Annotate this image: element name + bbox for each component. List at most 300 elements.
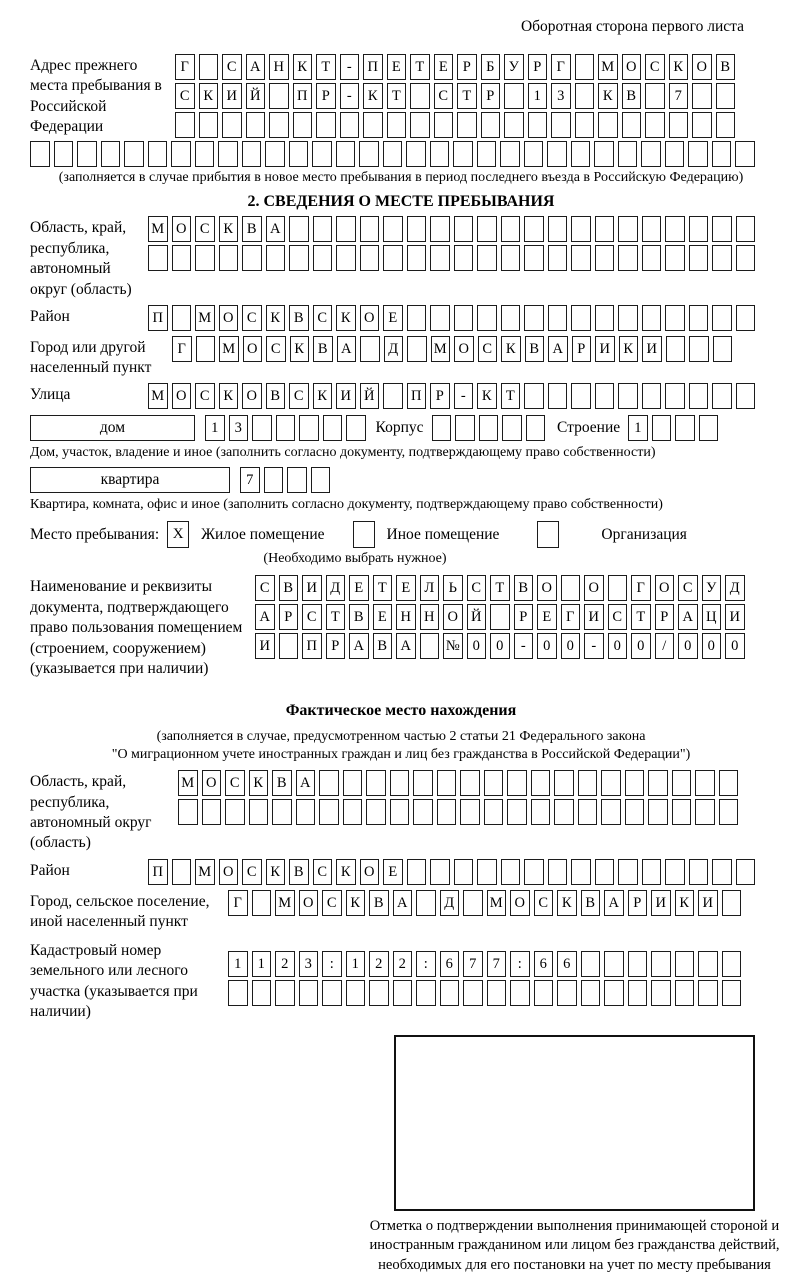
- char-box[interactable]: [299, 980, 319, 1006]
- char-box[interactable]: [598, 112, 618, 138]
- char-box[interactable]: 7: [240, 467, 260, 493]
- char-box[interactable]: С: [225, 770, 245, 796]
- char-box[interactable]: И: [698, 890, 718, 916]
- char-box[interactable]: Р: [430, 383, 450, 409]
- char-box[interactable]: [736, 859, 756, 885]
- char-box[interactable]: 0: [537, 633, 557, 659]
- char-box[interactable]: К: [219, 216, 239, 242]
- char-box[interactable]: [618, 216, 638, 242]
- char-box[interactable]: [252, 980, 272, 1006]
- char-box[interactable]: [360, 245, 380, 271]
- char-box[interactable]: Р: [316, 83, 336, 109]
- char-box[interactable]: О: [584, 575, 604, 601]
- char-box[interactable]: В: [525, 336, 545, 362]
- char-box[interactable]: Р: [572, 336, 592, 362]
- char-box[interactable]: [477, 141, 497, 167]
- char-box[interactable]: С: [175, 83, 195, 109]
- char-box[interactable]: [430, 216, 450, 242]
- char-box[interactable]: [275, 980, 295, 1006]
- char-box[interactable]: [712, 305, 732, 331]
- char-box[interactable]: Е: [537, 604, 557, 630]
- char-box[interactable]: [618, 245, 638, 271]
- char-box[interactable]: С: [289, 383, 309, 409]
- char-box[interactable]: [383, 383, 403, 409]
- char-box[interactable]: [432, 415, 452, 441]
- char-box[interactable]: [501, 305, 521, 331]
- char-box[interactable]: С: [242, 859, 262, 885]
- char-box[interactable]: [571, 141, 591, 167]
- char-box[interactable]: А: [255, 604, 275, 630]
- char-box[interactable]: :: [510, 951, 530, 977]
- char-box[interactable]: В: [716, 54, 736, 80]
- char-box[interactable]: В: [369, 890, 389, 916]
- char-box[interactable]: О: [360, 305, 380, 331]
- char-box[interactable]: Т: [457, 83, 477, 109]
- char-box[interactable]: [249, 799, 269, 825]
- char-box[interactable]: 0: [678, 633, 698, 659]
- char-box[interactable]: И: [336, 383, 356, 409]
- char-box[interactable]: [675, 951, 695, 977]
- char-box[interactable]: Е: [383, 859, 403, 885]
- char-box[interactable]: О: [299, 890, 319, 916]
- char-box[interactable]: [407, 336, 427, 362]
- char-box[interactable]: К: [293, 54, 313, 80]
- char-box[interactable]: 0: [561, 633, 581, 659]
- char-box[interactable]: Р: [457, 54, 477, 80]
- char-box[interactable]: [581, 951, 601, 977]
- char-box[interactable]: К: [501, 336, 521, 362]
- char-box[interactable]: [264, 467, 284, 493]
- char-box[interactable]: С: [266, 336, 286, 362]
- char-box[interactable]: [736, 245, 756, 271]
- char-box[interactable]: 6: [440, 951, 460, 977]
- char-box[interactable]: А: [396, 633, 416, 659]
- char-box[interactable]: [242, 245, 262, 271]
- char-box[interactable]: [279, 633, 299, 659]
- char-box[interactable]: [383, 216, 403, 242]
- char-box[interactable]: [387, 112, 407, 138]
- char-box[interactable]: [557, 980, 577, 1006]
- char-box[interactable]: Т: [326, 604, 346, 630]
- char-box[interactable]: [712, 383, 732, 409]
- char-box[interactable]: [407, 245, 427, 271]
- char-box[interactable]: [490, 604, 510, 630]
- char-box[interactable]: 1: [252, 951, 272, 977]
- char-box[interactable]: [547, 141, 567, 167]
- char-box[interactable]: [642, 383, 662, 409]
- char-box[interactable]: [437, 799, 457, 825]
- char-box[interactable]: [242, 141, 262, 167]
- char-box[interactable]: [481, 112, 501, 138]
- char-box[interactable]: М: [487, 890, 507, 916]
- char-box[interactable]: К: [249, 770, 269, 796]
- char-box[interactable]: [561, 575, 581, 601]
- char-box[interactable]: [504, 112, 524, 138]
- char-box[interactable]: [689, 336, 709, 362]
- char-box[interactable]: В: [279, 575, 299, 601]
- char-box[interactable]: М: [195, 859, 215, 885]
- char-box[interactable]: Й: [246, 83, 266, 109]
- char-box[interactable]: [618, 383, 638, 409]
- char-box[interactable]: А: [266, 216, 286, 242]
- char-box[interactable]: [369, 980, 389, 1006]
- char-box[interactable]: [689, 216, 709, 242]
- char-box[interactable]: [289, 245, 309, 271]
- char-box[interactable]: [366, 799, 386, 825]
- char-box[interactable]: С: [222, 54, 242, 80]
- char-box[interactable]: Г: [175, 54, 195, 80]
- char-box[interactable]: [101, 141, 121, 167]
- char-box[interactable]: [463, 890, 483, 916]
- char-box[interactable]: [688, 141, 708, 167]
- char-box[interactable]: В: [514, 575, 534, 601]
- char-box[interactable]: Т: [387, 83, 407, 109]
- char-box[interactable]: [548, 383, 568, 409]
- char-box[interactable]: [430, 859, 450, 885]
- char-box[interactable]: [172, 305, 192, 331]
- char-box[interactable]: [218, 141, 238, 167]
- char-box[interactable]: [528, 112, 548, 138]
- char-box[interactable]: [289, 216, 309, 242]
- char-box[interactable]: [366, 770, 386, 796]
- char-box[interactable]: Г: [551, 54, 571, 80]
- char-box[interactable]: 1: [205, 415, 225, 441]
- char-box[interactable]: [642, 305, 662, 331]
- char-box[interactable]: Т: [373, 575, 393, 601]
- char-box[interactable]: 2: [275, 951, 295, 977]
- char-box[interactable]: [313, 245, 333, 271]
- char-box[interactable]: Е: [373, 604, 393, 630]
- char-box[interactable]: 3: [299, 951, 319, 977]
- char-box[interactable]: [719, 799, 739, 825]
- char-box[interactable]: К: [336, 859, 356, 885]
- char-box[interactable]: А: [678, 604, 698, 630]
- char-box[interactable]: /: [655, 633, 675, 659]
- char-box[interactable]: П: [148, 305, 168, 331]
- char-box[interactable]: [648, 799, 668, 825]
- char-box[interactable]: [510, 980, 530, 1006]
- char-box[interactable]: [578, 799, 598, 825]
- char-box[interactable]: [665, 245, 685, 271]
- char-box[interactable]: [413, 799, 433, 825]
- char-box[interactable]: П: [363, 54, 383, 80]
- char-box[interactable]: -: [514, 633, 534, 659]
- char-box[interactable]: [645, 112, 665, 138]
- char-box[interactable]: [265, 141, 285, 167]
- char-box[interactable]: [618, 859, 638, 885]
- char-box[interactable]: П: [407, 383, 427, 409]
- char-box[interactable]: [575, 54, 595, 80]
- char-box[interactable]: О: [443, 604, 463, 630]
- char-box[interactable]: [460, 799, 480, 825]
- char-box[interactable]: [698, 951, 718, 977]
- char-box[interactable]: [500, 141, 520, 167]
- char-box[interactable]: П: [148, 859, 168, 885]
- char-box[interactable]: Д: [326, 575, 346, 601]
- char-box[interactable]: :: [322, 951, 342, 977]
- char-box[interactable]: [713, 336, 733, 362]
- char-box[interactable]: [416, 980, 436, 1006]
- char-box[interactable]: [736, 383, 756, 409]
- char-box[interactable]: [430, 141, 450, 167]
- char-box[interactable]: А: [548, 336, 568, 362]
- char-box[interactable]: [420, 633, 440, 659]
- char-box[interactable]: К: [598, 83, 618, 109]
- char-box[interactable]: [736, 216, 756, 242]
- char-box[interactable]: [665, 859, 685, 885]
- char-box[interactable]: Г: [631, 575, 651, 601]
- char-box[interactable]: [383, 141, 403, 167]
- char-box[interactable]: [692, 83, 712, 109]
- char-box[interactable]: [437, 770, 457, 796]
- char-box[interactable]: Н: [269, 54, 289, 80]
- char-box[interactable]: Ц: [702, 604, 722, 630]
- char-box[interactable]: [665, 383, 685, 409]
- char-box[interactable]: [336, 141, 356, 167]
- char-box[interactable]: [484, 799, 504, 825]
- char-box[interactable]: [531, 799, 551, 825]
- char-box[interactable]: [571, 245, 591, 271]
- char-box[interactable]: [407, 305, 427, 331]
- char-box[interactable]: [477, 216, 497, 242]
- char-box[interactable]: С: [242, 305, 262, 331]
- char-box[interactable]: К: [290, 336, 310, 362]
- char-box[interactable]: [531, 770, 551, 796]
- char-box[interactable]: [178, 799, 198, 825]
- char-box[interactable]: О: [172, 383, 192, 409]
- char-box[interactable]: [672, 799, 692, 825]
- char-box[interactable]: [622, 112, 642, 138]
- char-box[interactable]: 1: [346, 951, 366, 977]
- char-box[interactable]: [222, 112, 242, 138]
- char-box[interactable]: [502, 415, 522, 441]
- char-box[interactable]: С: [302, 604, 322, 630]
- char-box[interactable]: О: [454, 336, 474, 362]
- char-box[interactable]: [219, 245, 239, 271]
- char-box[interactable]: 0: [467, 633, 487, 659]
- char-box[interactable]: [383, 245, 403, 271]
- char-box[interactable]: 0: [725, 633, 745, 659]
- char-box[interactable]: К: [313, 383, 333, 409]
- char-box[interactable]: Г: [561, 604, 581, 630]
- char-box[interactable]: [581, 980, 601, 1006]
- char-box[interactable]: 0: [702, 633, 722, 659]
- char-box[interactable]: [501, 245, 521, 271]
- char-box[interactable]: [595, 859, 615, 885]
- char-box[interactable]: [507, 770, 527, 796]
- char-box[interactable]: С: [534, 890, 554, 916]
- char-box[interactable]: Ь: [443, 575, 463, 601]
- char-box[interactable]: [571, 383, 591, 409]
- char-box[interactable]: Р: [628, 890, 648, 916]
- char-box[interactable]: С: [434, 83, 454, 109]
- char-box[interactable]: [276, 415, 296, 441]
- char-box[interactable]: В: [242, 216, 262, 242]
- char-box[interactable]: И: [222, 83, 242, 109]
- char-box[interactable]: В: [266, 383, 286, 409]
- char-box[interactable]: [430, 245, 450, 271]
- char-box[interactable]: И: [595, 336, 615, 362]
- char-box[interactable]: [225, 799, 245, 825]
- char-box[interactable]: У: [702, 575, 722, 601]
- char-box[interactable]: С: [195, 383, 215, 409]
- char-box[interactable]: [712, 141, 732, 167]
- char-box[interactable]: В: [289, 859, 309, 885]
- char-box[interactable]: [416, 890, 436, 916]
- char-box[interactable]: [54, 141, 74, 167]
- char-box[interactable]: -: [584, 633, 604, 659]
- char-box[interactable]: В: [622, 83, 642, 109]
- char-box[interactable]: [484, 770, 504, 796]
- char-box[interactable]: [716, 112, 736, 138]
- char-box[interactable]: Р: [326, 633, 346, 659]
- char-box[interactable]: [454, 859, 474, 885]
- char-box[interactable]: 0: [631, 633, 651, 659]
- char-box[interactable]: [407, 859, 427, 885]
- char-box[interactable]: С: [322, 890, 342, 916]
- char-box[interactable]: П: [293, 83, 313, 109]
- char-box[interactable]: М: [275, 890, 295, 916]
- char-box[interactable]: [30, 141, 50, 167]
- char-box[interactable]: М: [178, 770, 198, 796]
- char-box[interactable]: [501, 216, 521, 242]
- char-box[interactable]: [346, 980, 366, 1006]
- char-box[interactable]: О: [242, 383, 262, 409]
- char-box[interactable]: С: [255, 575, 275, 601]
- char-box[interactable]: Й: [467, 604, 487, 630]
- char-box[interactable]: [642, 245, 662, 271]
- char-box[interactable]: [675, 980, 695, 1006]
- char-box[interactable]: И: [584, 604, 604, 630]
- char-box[interactable]: [608, 575, 628, 601]
- char-box[interactable]: [246, 112, 266, 138]
- char-box[interactable]: [296, 799, 316, 825]
- char-box[interactable]: [575, 112, 595, 138]
- char-box[interactable]: О: [622, 54, 642, 80]
- char-box[interactable]: [712, 859, 732, 885]
- char-box[interactable]: [289, 141, 309, 167]
- char-box[interactable]: [299, 415, 319, 441]
- char-box[interactable]: [124, 141, 144, 167]
- char-box[interactable]: [454, 245, 474, 271]
- char-box[interactable]: [346, 415, 366, 441]
- char-box[interactable]: [625, 770, 645, 796]
- char-box[interactable]: Н: [420, 604, 440, 630]
- char-box[interactable]: Й: [360, 383, 380, 409]
- char-box[interactable]: 3: [229, 415, 249, 441]
- char-box[interactable]: А: [604, 890, 624, 916]
- char-box[interactable]: [507, 799, 527, 825]
- char-box[interactable]: [336, 216, 356, 242]
- char-box[interactable]: М: [431, 336, 451, 362]
- char-box[interactable]: [479, 415, 499, 441]
- char-box[interactable]: С: [478, 336, 498, 362]
- char-box[interactable]: [440, 980, 460, 1006]
- char-box[interactable]: Р: [528, 54, 548, 80]
- char-box[interactable]: [410, 83, 430, 109]
- char-box[interactable]: [601, 799, 621, 825]
- char-box[interactable]: К: [619, 336, 639, 362]
- char-box[interactable]: [410, 112, 430, 138]
- char-box[interactable]: [641, 141, 661, 167]
- char-box[interactable]: К: [346, 890, 366, 916]
- char-box[interactable]: Е: [349, 575, 369, 601]
- char-box[interactable]: В: [272, 770, 292, 796]
- char-box[interactable]: И: [302, 575, 322, 601]
- checkbox-organization[interactable]: [537, 521, 559, 548]
- char-box[interactable]: Т: [410, 54, 430, 80]
- char-box[interactable]: [604, 980, 624, 1006]
- char-box[interactable]: [698, 980, 718, 1006]
- char-box[interactable]: [722, 951, 742, 977]
- char-box[interactable]: [642, 859, 662, 885]
- char-box[interactable]: [363, 112, 383, 138]
- char-box[interactable]: [455, 415, 475, 441]
- char-box[interactable]: -: [454, 383, 474, 409]
- char-box[interactable]: [695, 799, 715, 825]
- char-box[interactable]: [651, 951, 671, 977]
- char-box[interactable]: [311, 467, 331, 493]
- char-box[interactable]: [571, 305, 591, 331]
- char-box[interactable]: М: [148, 383, 168, 409]
- char-box[interactable]: [618, 305, 638, 331]
- char-box[interactable]: [628, 951, 648, 977]
- char-box[interactable]: Р: [481, 83, 501, 109]
- char-box[interactable]: А: [296, 770, 316, 796]
- char-box[interactable]: О: [172, 216, 192, 242]
- char-box[interactable]: К: [675, 890, 695, 916]
- char-box[interactable]: [526, 415, 546, 441]
- char-box[interactable]: Е: [383, 305, 403, 331]
- char-box[interactable]: [548, 216, 568, 242]
- char-box[interactable]: [665, 305, 685, 331]
- char-box[interactable]: 1: [228, 951, 248, 977]
- char-box[interactable]: [625, 799, 645, 825]
- char-box[interactable]: Л: [420, 575, 440, 601]
- char-box[interactable]: О: [360, 859, 380, 885]
- char-box[interactable]: Е: [387, 54, 407, 80]
- char-box[interactable]: [269, 83, 289, 109]
- char-box[interactable]: [548, 305, 568, 331]
- char-box[interactable]: 2: [369, 951, 389, 977]
- char-box[interactable]: О: [243, 336, 263, 362]
- char-box[interactable]: [524, 216, 544, 242]
- char-box[interactable]: [736, 305, 756, 331]
- char-box[interactable]: [645, 83, 665, 109]
- char-box[interactable]: [652, 415, 672, 441]
- char-box[interactable]: [524, 383, 544, 409]
- char-box[interactable]: [716, 83, 736, 109]
- char-box[interactable]: [272, 799, 292, 825]
- char-box[interactable]: [571, 216, 591, 242]
- char-box[interactable]: Т: [490, 575, 510, 601]
- char-box[interactable]: [689, 383, 709, 409]
- char-box[interactable]: К: [477, 383, 497, 409]
- char-box[interactable]: И: [642, 336, 662, 362]
- char-box[interactable]: [77, 141, 97, 167]
- char-box[interactable]: [604, 951, 624, 977]
- char-box[interactable]: В: [373, 633, 393, 659]
- char-box[interactable]: [722, 980, 742, 1006]
- char-box[interactable]: 0: [490, 633, 510, 659]
- char-box[interactable]: [316, 112, 336, 138]
- char-box[interactable]: [460, 770, 480, 796]
- char-box[interactable]: [504, 83, 524, 109]
- char-box[interactable]: [199, 112, 219, 138]
- char-box[interactable]: О: [655, 575, 675, 601]
- char-box[interactable]: И: [725, 604, 745, 630]
- char-box[interactable]: [578, 770, 598, 796]
